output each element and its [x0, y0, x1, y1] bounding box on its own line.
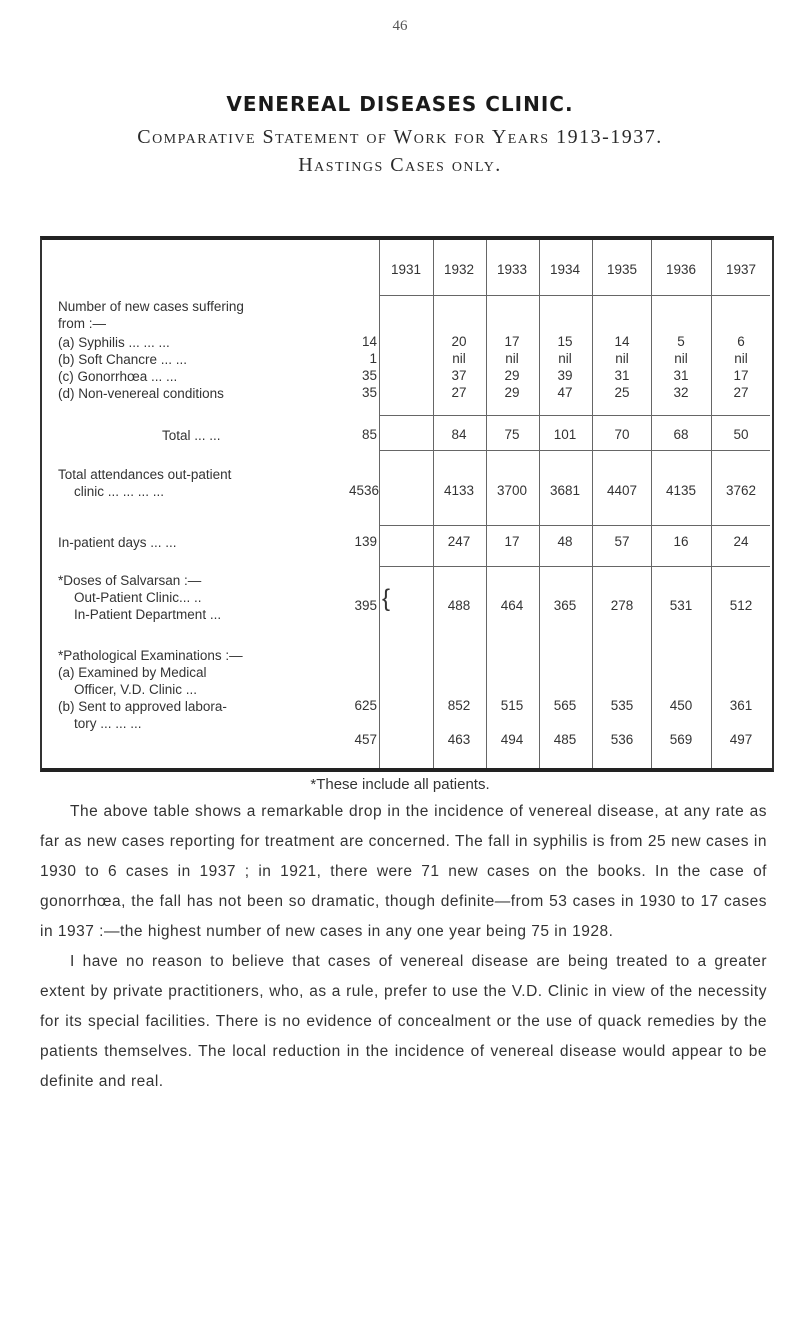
table-cell: 16 — [673, 534, 689, 549]
table-cell: 6 — [737, 334, 745, 349]
table-cell: 625 — [354, 698, 377, 713]
table-cell: 57 — [614, 534, 630, 549]
table-cell: 25 — [614, 385, 630, 400]
table-cell: 278 — [610, 598, 634, 613]
table-cell: 27 — [733, 385, 749, 400]
year-header: 1932 — [443, 262, 475, 277]
table-cell: 3681 — [549, 483, 581, 498]
table-cell: 535 — [610, 698, 634, 713]
table-cell: 32 — [673, 385, 689, 400]
row-label-inpatient-days: In-patient days ... ... — [58, 535, 177, 550]
table-cell: 47 — [557, 385, 573, 400]
table-cell: 852 — [447, 698, 471, 713]
paragraph-2: I have no reason to believe that cases of venereal disease are being treated to a greater extent by private practitioners, who, as a rule, prefer to use the V.D. Clinic in view of the necessity for its special facilities. There is no evidence of concealment or the use of quack remedies by the patients themselves. The local reduction in the incidence of venereal disease would appear to be definite and real. — [40, 953, 767, 1090]
table-cell: 463 — [447, 732, 471, 747]
table-cell: 395 — [354, 598, 377, 613]
row-label-syphilis: (a) Syphilis ... ... ... — [58, 335, 170, 350]
table-cell: 84 — [451, 427, 467, 442]
table-cell: nil — [452, 351, 466, 366]
table-cell: 24 — [733, 534, 749, 549]
table-cell: 14 — [361, 334, 377, 349]
row-label-soft-chancre: (b) Soft Chancre ... ... — [58, 352, 188, 367]
row-label-non-venereal: (d) Non-venereal conditions — [58, 386, 224, 401]
table-cell: 139 — [354, 534, 377, 549]
table-cell: 68 — [673, 427, 689, 442]
table-cell: nil — [734, 351, 748, 366]
table-cell: 37 — [451, 368, 467, 383]
table-cell: 485 — [553, 732, 577, 747]
table-cell: 20 — [451, 334, 467, 349]
year-header: 1937 — [725, 262, 757, 277]
row-label-attendances: Total attendances out-patient clinic ... ... ... ... — [58, 467, 232, 499]
table-cell: 512 — [729, 598, 753, 613]
subtitle-line-2: Hastings Cases only. — [298, 154, 502, 176]
table-cell: 31 — [614, 368, 630, 383]
table-cell: nil — [674, 351, 688, 366]
table-cell: 15 — [557, 334, 573, 349]
table-cell: 450 — [669, 698, 693, 713]
table-cell: 17 — [504, 334, 520, 349]
table-cell: 565 — [553, 698, 577, 713]
table-cell: 1 — [369, 351, 377, 366]
table-cell: 488 — [447, 598, 471, 613]
table-cell: nil — [505, 351, 519, 366]
table-cell: 515 — [500, 698, 524, 713]
table-cell: 14 — [614, 334, 630, 349]
table-cell: 85 — [361, 427, 377, 442]
table-cell: 48 — [557, 534, 573, 549]
footnote: *These include all patients. — [310, 776, 490, 793]
page-number: 46 — [392, 18, 408, 34]
table-cell: 497 — [729, 732, 753, 747]
year-header: 1933 — [496, 262, 528, 277]
table-cell: 494 — [500, 732, 524, 747]
table-cell: nil — [615, 351, 629, 366]
table-cell: 4407 — [606, 483, 638, 498]
table-cell: 70 — [614, 427, 630, 442]
table-cell: 3700 — [496, 483, 528, 498]
table-cell: 75 — [504, 427, 520, 442]
table-cell: 4135 — [665, 483, 697, 498]
row-label-pathological: *Pathological Examinations :— (a) Examined by Medical Officer, V.D. Clinic ... (b) Sent to approved labora- tory ... ... ... — [58, 648, 243, 731]
year-header: 1935 — [606, 262, 638, 277]
subtitle-line-1: Comparative Statement of Work for Years 1913-1937. — [137, 126, 663, 148]
table-cell: 31 — [673, 368, 689, 383]
row-label-salvarsan: *Doses of Salvarsan :— Out-Patient Clinic... .. In-Patient Department ... — [58, 573, 222, 622]
table-cell: 101 — [553, 427, 577, 442]
paragraph-1: The above table shows a remarkable drop in the incidence of venereal disease, at any rate as far as new cases reporting for treatment are concerned. The fall in syphilis is from 25 new cases in 1930 to 6 cases in 1937 ; in 1921, there were 71 new cases on the books. In the case of gonorrhœa, the fall has not been so dramatic, though definite—from 53 cases in 1930 to 17 cases in 1937 :—the highest number of new cases in any one year being 75 in 1928. — [40, 803, 767, 940]
year-header: 1931 — [390, 262, 422, 277]
table-cell: 5 — [677, 334, 685, 349]
table-cell: 361 — [729, 698, 753, 713]
table-cell: 17 — [733, 368, 749, 383]
page-title: VENEREAL DISEASES CLINIC. — [226, 92, 574, 116]
table-cell: 35 — [361, 368, 377, 383]
new-cases-heading: Number of new cases suffering from :— — [58, 299, 244, 331]
table-cell: 464 — [500, 598, 524, 613]
table-cell: 29 — [504, 385, 520, 400]
table-cell: 4133 — [443, 483, 475, 498]
table-cell: 531 — [669, 598, 693, 613]
year-header: 1936 — [665, 262, 697, 277]
table-cell: 39 — [557, 368, 573, 383]
table-cell: 50 — [733, 427, 749, 442]
row-label-total: Total ... ... — [162, 428, 221, 443]
table-cell: 569 — [669, 732, 693, 747]
table-cell: nil — [558, 351, 572, 366]
year-header: 1934 — [549, 262, 581, 277]
statistics-table — [40, 236, 774, 772]
row-label-gonorrhoea: (c) Gonorrhœa ... ... — [58, 369, 178, 384]
table-cell: 4536 — [348, 483, 379, 498]
table-cell: 247 — [447, 534, 471, 549]
table-cell: 3762 — [725, 483, 757, 498]
table-cell: 17 — [504, 534, 520, 549]
brace: { — [382, 585, 391, 612]
table-cell: 35 — [361, 385, 377, 400]
body-text — [40, 797, 767, 1097]
table-cell: 27 — [451, 385, 467, 400]
table-cell: 29 — [504, 368, 520, 383]
table-cell: 536 — [610, 732, 634, 747]
table-cell: 365 — [553, 598, 577, 613]
table-cell: 457 — [354, 732, 377, 747]
